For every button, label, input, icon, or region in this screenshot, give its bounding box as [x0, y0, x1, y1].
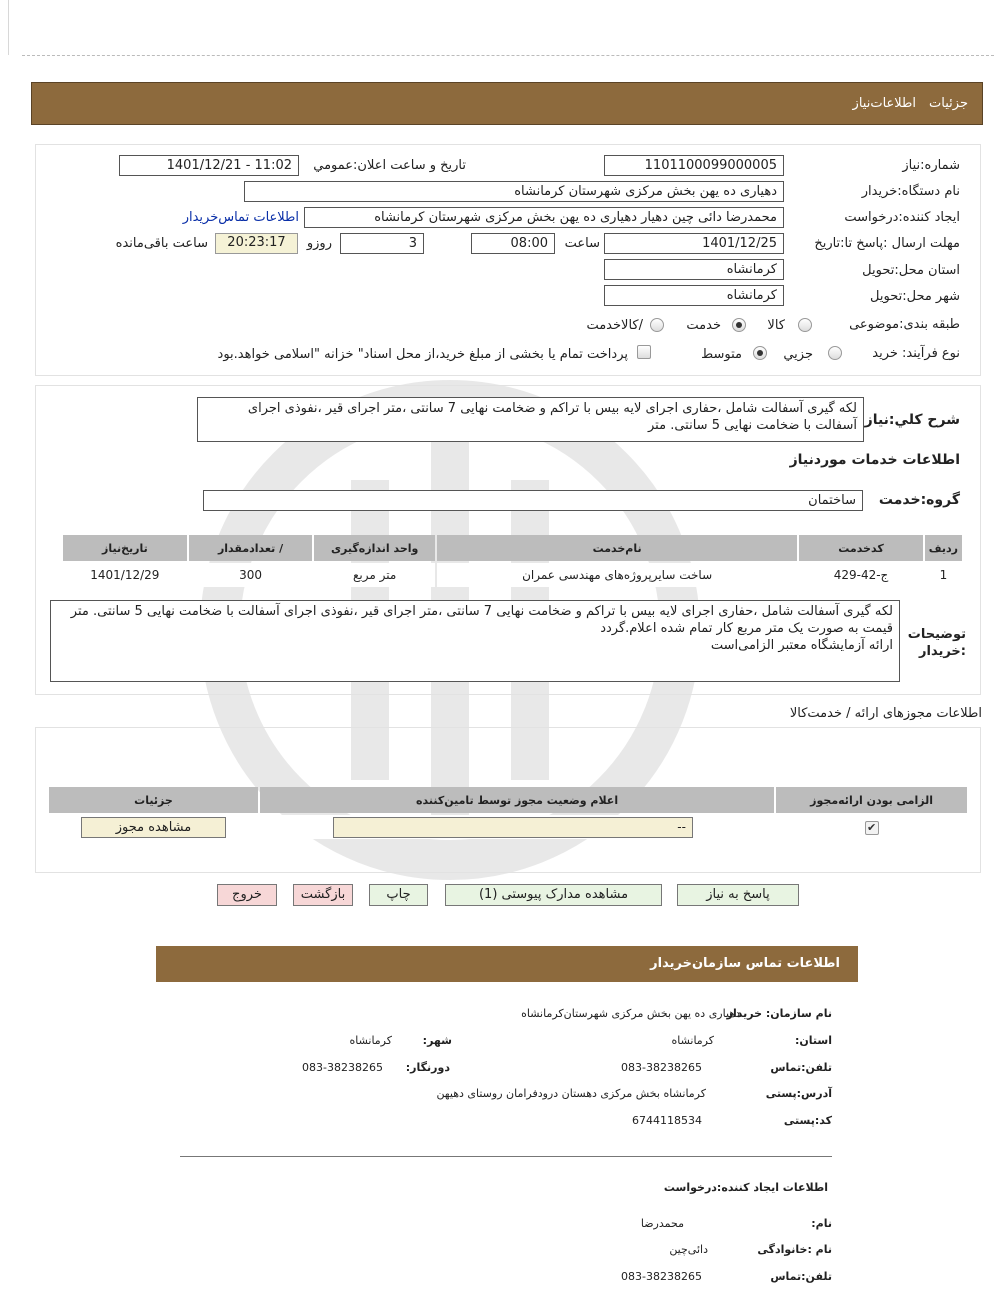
remaining-label: ساعت باقی‌مانده — [115, 236, 208, 251]
announce-label: تاریخ و ساعت اعلان:عمومي — [313, 158, 466, 173]
contact-province-label: استان: — [795, 1034, 832, 1047]
creator-phone-label: تلفن:تماس — [770, 1270, 832, 1283]
process-partial-radio[interactable] — [828, 346, 842, 360]
deadline-time-field: 08:00 — [471, 233, 555, 254]
buyer-field: دهیاری ده یهن بخش مرکزی شهرستان کرمانشاه — [244, 181, 784, 202]
deadline-date-field: 1401/12/25 — [604, 233, 784, 254]
deadline-label: مهلت ارسال :پاسخ تا:تاریخ — [814, 236, 960, 251]
contact-divider — [180, 1156, 832, 1157]
process-partial-label: جزيي — [783, 347, 813, 362]
services-table — [61, 533, 964, 589]
col-quantity: / تعدادمقدار — [189, 535, 313, 561]
table-row — [63, 563, 962, 587]
city-label: شهر محل:تحویل — [870, 289, 960, 304]
permit-required-cell — [776, 815, 967, 839]
creator-family-label: نام :خانوادگی — [757, 1243, 832, 1256]
group-field: ساختمان — [203, 490, 863, 511]
creator-name-value: محمدرضا — [640, 1217, 684, 1230]
buyer-notes-line-1: لکه گیری آسفالت شامل ،حفاری اجرای لایه بیس با تراکم و ضخامت نهایی 7 سانتی ،متر اجرای قیر ،نفوذی اجرای آسفالت با ضخامت نهایی 5 سانتی. متر — [70, 604, 893, 619]
col-row: ردیف — [925, 535, 962, 561]
col-unit: واحد اندازه‌گیری — [314, 535, 435, 561]
need-info-panel — [35, 144, 981, 376]
treasury-payment-note: پرداخت تمام یا بخشی از مبلغ خرید،از محل اسناد" خزانه "اسلامی خواهد.بود — [217, 347, 628, 362]
buyer-contact-link[interactable]: اطلاعات تماس‌خریدار — [182, 210, 299, 225]
org-label: نام سازمان: خریدار — [726, 1007, 832, 1020]
contact-postal-label: کد:پستی — [783, 1114, 832, 1127]
process-medium-radio[interactable] — [753, 346, 767, 360]
number-label: شماره:نیاز — [902, 158, 960, 173]
city-field: کرمانشاه — [604, 285, 784, 306]
creator-name-label: نام: — [811, 1217, 832, 1230]
page-header-bar — [31, 82, 983, 125]
group-label: گروه:خدمت — [878, 492, 960, 508]
category-both-radio[interactable] — [650, 318, 664, 332]
col-permit-status: اعلام وضعیت مجوز توسط تامین‌کننده — [260, 787, 774, 813]
creator-section-title: اطلاعات ایجاد کننده:درخواست — [663, 1181, 828, 1194]
permits-title: اطلاعات مجوزهای ارائه / خدمت‌کالا — [789, 706, 982, 721]
top-dashed-divider — [22, 55, 994, 56]
contact-address-value: کرمانشاه بخش مرکزی دهستان درودفرامان روستای دهیهن — [436, 1087, 706, 1100]
contact-address-label: آدرس:پستی — [765, 1087, 832, 1100]
province-label: استان محل:تحویل — [862, 263, 960, 278]
contact-fax-value: 083-38238265 — [302, 1061, 383, 1074]
deadline-time-label: ساعت — [564, 236, 600, 251]
left-edge-line — [8, 0, 9, 55]
creator-family-value: دائی‌چین — [669, 1243, 708, 1256]
cell-service-code: ج-42-429 — [799, 563, 923, 587]
contact-city-value: کرمانشاه — [349, 1034, 392, 1047]
attachments-button[interactable]: مشاهده مدارک پیوستی (1) — [445, 884, 662, 906]
org-value: دهیاری ده یهن بخش مرکزی شهرستان‌کرمانشاه — [521, 1007, 740, 1020]
province-field: کرمانشاه — [604, 259, 784, 280]
back-button[interactable]: بازگشت — [293, 884, 353, 906]
contact-postal-value: 6744118534 — [632, 1114, 702, 1127]
buyer-notes-line-3: ارائه آزمایشگاه معتبر الزامی‌است — [710, 638, 893, 653]
summary-label: شرح کلي:نیاز — [864, 412, 960, 428]
contact-fax-label: دورنگار: — [405, 1061, 450, 1074]
col-need-date: تاریخ‌نیاز — [63, 535, 187, 561]
permit-status-cell — [260, 815, 774, 839]
contact-phone-label: تلفن:تماس — [770, 1061, 832, 1074]
contact-phone-value: 083-38238265 — [621, 1061, 702, 1074]
announce-field: 1401/12/21 - 11:02 — [119, 155, 299, 176]
creator-field: محمدرضا دائی چین دهیار دهیاری ده یهن بخش مرکزی شهرستان کرمانشاه — [304, 207, 784, 228]
contact-header-bar — [156, 946, 858, 982]
buyer-notes-box — [50, 600, 900, 682]
tab-need-info[interactable]: اطلاعات‌نیاز — [852, 96, 916, 111]
category-goods-radio[interactable] — [798, 318, 812, 332]
permit-required-checkbox: ✔ — [865, 821, 879, 835]
category-label: طبقه بندی:موضوعی — [849, 317, 960, 332]
contact-province-value: کرمانشاه — [671, 1034, 714, 1047]
buyer-label: نام دستگاه:خریدار — [861, 184, 960, 199]
category-goods-label: کالا — [767, 318, 785, 333]
cell-row: 1 — [925, 563, 962, 587]
remaining-time: 20:23:17 — [215, 233, 298, 254]
print-button[interactable]: چاپ — [369, 884, 428, 906]
permit-details-cell — [49, 815, 258, 839]
col-service-code: کدخدمت — [799, 535, 923, 561]
contact-city-label: شهر: — [422, 1034, 452, 1047]
cell-need-date: 1401/12/29 — [63, 563, 187, 587]
col-permit-details: جزئیات — [49, 787, 258, 813]
summary-text: لکه گیری آسفالت شامل ،حفاری اجرای لایه بیس با تراکم و ضخامت نهایی 7 سانتی ،متر اجرای قیر ،نفوذی اجرای آسفالت با ضخامت نهایی 5 سانتی. متر — [197, 397, 864, 442]
tab-details[interactable]: جزئیات — [929, 96, 968, 111]
view-permit-button[interactable]: مشاهده مجوز — [81, 817, 226, 838]
process-label: نوع فرآیند: خرید — [872, 346, 960, 361]
cell-unit: متر مربع — [314, 563, 435, 587]
permit-row — [49, 815, 967, 839]
number-field: 1101100099000005 — [604, 155, 784, 176]
days-field: 3 — [340, 233, 424, 254]
services-title: اطلاعات خدمات موردنیاز — [789, 452, 960, 468]
exit-button[interactable]: خروج — [217, 884, 277, 906]
cell-service-name: ساخت سایرپروژه‌های مهندسی عمران — [437, 563, 797, 587]
permits-table — [47, 785, 969, 841]
category-service-label: خدمت — [686, 318, 721, 333]
col-permit-required: الزامی بودن ارائه‌مجوز — [776, 787, 967, 813]
category-both-label: /کالاخدمت — [586, 318, 643, 333]
reply-button[interactable]: پاسخ به نیاز — [677, 884, 799, 906]
creator-label: ایجاد کننده:درخواست — [844, 210, 960, 225]
buyer-notes-label: توضیحات :خریدار — [907, 627, 966, 659]
buyer-notes-line-2: قیمت به صورت یک متر مربع کار تمام شده اعلام.گردد — [600, 621, 893, 636]
cell-quantity: 300 — [189, 563, 313, 587]
contact-title: اطلاعات تماس سازمان‌خریدار — [650, 956, 840, 971]
creator-phone-value: 083-38238265 — [621, 1270, 702, 1283]
permit-status-select[interactable]: -- — [333, 817, 693, 838]
process-medium-label: متوسط — [701, 347, 742, 362]
treasury-payment-checkbox[interactable] — [637, 345, 651, 359]
category-service-radio[interactable] — [732, 318, 746, 332]
col-service-name: نام‌خدمت — [437, 535, 797, 561]
days-label: روزو — [306, 236, 332, 251]
